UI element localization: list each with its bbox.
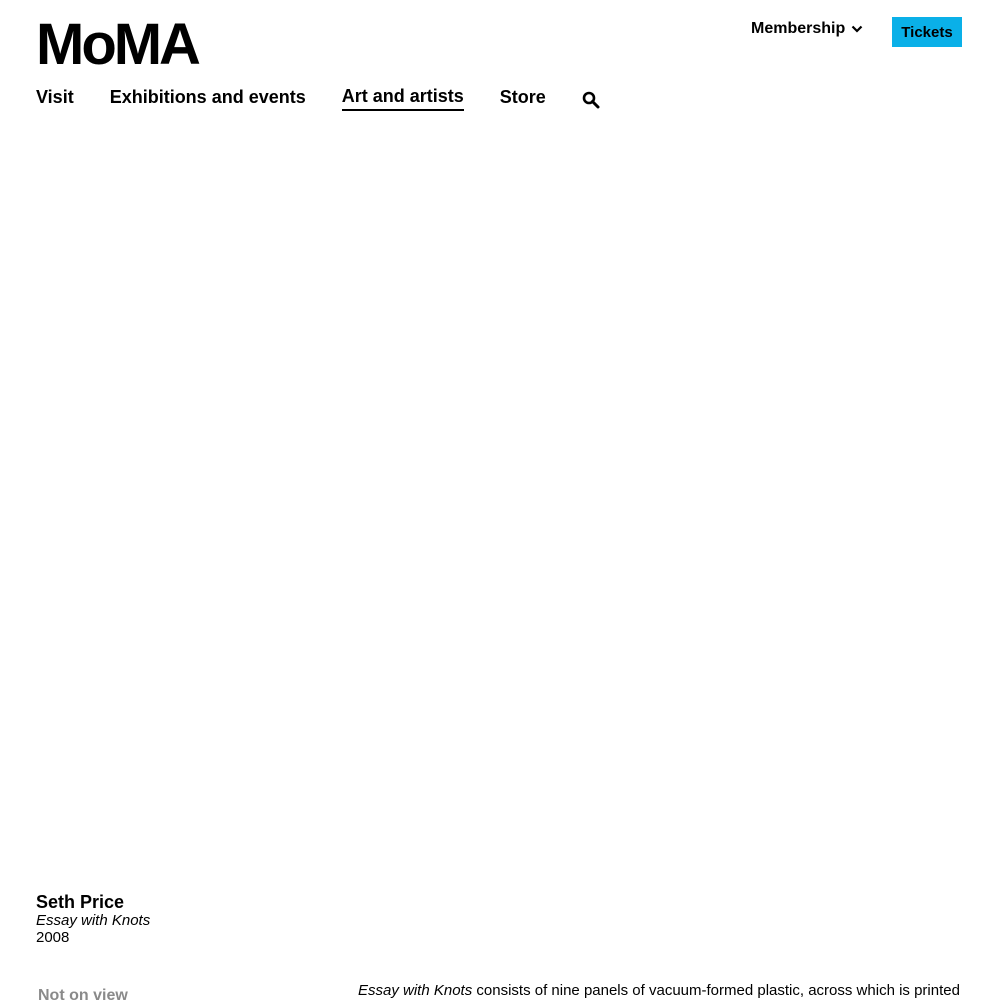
nav-item-store[interactable]: Store bbox=[499, 87, 546, 107]
search-icon[interactable] bbox=[582, 91, 600, 109]
artwork-image bbox=[0, 130, 1000, 880]
nav-item-exhibitions-and-events[interactable]: Exhibitions and events bbox=[109, 87, 306, 107]
artist-name[interactable]: Seth Price bbox=[36, 892, 125, 912]
nav-item-visit[interactable]: Visit bbox=[36, 87, 74, 107]
main-nav bbox=[36, 86, 600, 111]
view-status: Not on view bbox=[38, 987, 128, 1000]
artwork-caption bbox=[36, 892, 150, 946]
membership-label: Membership bbox=[751, 20, 846, 37]
description-text: consists of nine panels of vacuum-formed plastic, across which is printed bbox=[472, 982, 960, 999]
artwork-year: 2008 bbox=[36, 929, 70, 946]
moma-logo[interactable]: MoMA bbox=[36, 12, 198, 77]
chevron-down-icon bbox=[851, 25, 863, 33]
nav-item-art-and-artists[interactable]: Art and artists bbox=[342, 86, 464, 111]
tickets-button[interactable]: Tickets bbox=[892, 17, 962, 47]
description-title: Essay with Knots bbox=[358, 982, 473, 999]
artwork-title: Essay with Knots bbox=[36, 912, 151, 929]
artwork-description bbox=[358, 982, 968, 1000]
membership-dropdown[interactable] bbox=[751, 20, 863, 38]
